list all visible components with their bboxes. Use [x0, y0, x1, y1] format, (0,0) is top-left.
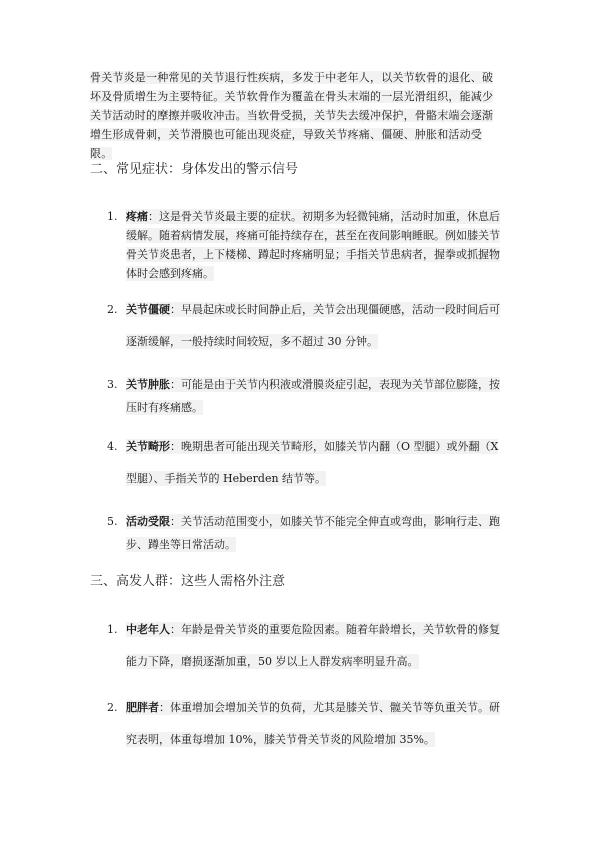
intro-paragraph: [90, 68, 500, 163]
item-label: 活动受限: [126, 515, 170, 528]
list-number: 5.: [107, 515, 118, 528]
item-label: 疼痛: [126, 210, 148, 223]
list-number: 2.: [107, 701, 118, 714]
item-text: ：年龄是骨关节炎的重要危险因素。随着年龄增长，关节软骨的修复能力下降，磨损逐渐加重，50 岁以上人群发病率明显升高。: [126, 623, 500, 668]
item-label: 关节畸形: [126, 440, 170, 453]
item-text: ：可能是由于关节内积液或滑膜炎症引起，表现为关节部位膨隆，按压时有疼痛感。: [126, 378, 500, 414]
list-number: 1.: [107, 210, 118, 223]
list-number: 4.: [107, 440, 118, 453]
intro-text: 骨关节炎是一种常见的关节退行性疾病，多发于中老年人，以关节软骨的退化、破坏及骨质增生为主要特征。关节软骨作为覆盖在骨头末端的一层光滑组织，能减少关节活动时的摩擦并吸收冲击。当软骨受损，关节失去缓冲保护，骨骼末端会逐渐增生形成骨刺，关节滑膜也可能出现炎症，导致关节疼痛、僵硬、肿胀和活动受限。: [90, 71, 494, 160]
section-heading-symptoms: 二、常见症状：身体发出的警示信号: [90, 162, 299, 177]
list-number: 3.: [107, 378, 118, 391]
item-text: ：体重增加会增加关节的负荷，尤其是膝关节、髋关节等负重关节。研究表明，体重每增加 10%，膝关节骨关节炎的风险增加 35%。: [126, 701, 500, 746]
item-text: ：早晨起床或长时间静止后，关节会出现僵硬感，活动一段时间后可逐渐缓解，一般持续时间较短，多不超过 30 分钟。: [126, 303, 500, 348]
item-text: ：晚期患者可能出现关节畸形，如膝关节内翻（O 型腿）或外翻（X 型腿）、手指关节的 Heberden 结节等。: [126, 440, 499, 485]
item-label: 肥胖者: [126, 701, 159, 714]
item-label: 关节僵硬: [126, 303, 170, 316]
section-heading-risk-groups: 三、高发人群：这些人需格外注意: [90, 574, 286, 589]
item-label: 关节肿胀: [126, 378, 170, 391]
list-number: 1.: [107, 623, 118, 636]
list-number: 2.: [107, 303, 118, 316]
item-text: ：关节活动范围变小，如膝关节不能完全伸直或弯曲，影响行走、跑步、蹲坐等日常活动。: [126, 515, 500, 551]
item-text: ：这是骨关节炎最主要的症状。初期多为轻微钝痛，活动时加重，休息后缓解。随着病情发展，疼痛可能持续存在，甚至在夜间影响睡眠。例如膝关节骨关节炎患者，上下楼梯、蹲起时疼痛明显；手指关节患病者，握拳或抓握物体时会感到疼痛。: [126, 210, 500, 280]
item-label: 中老年人: [126, 623, 170, 636]
